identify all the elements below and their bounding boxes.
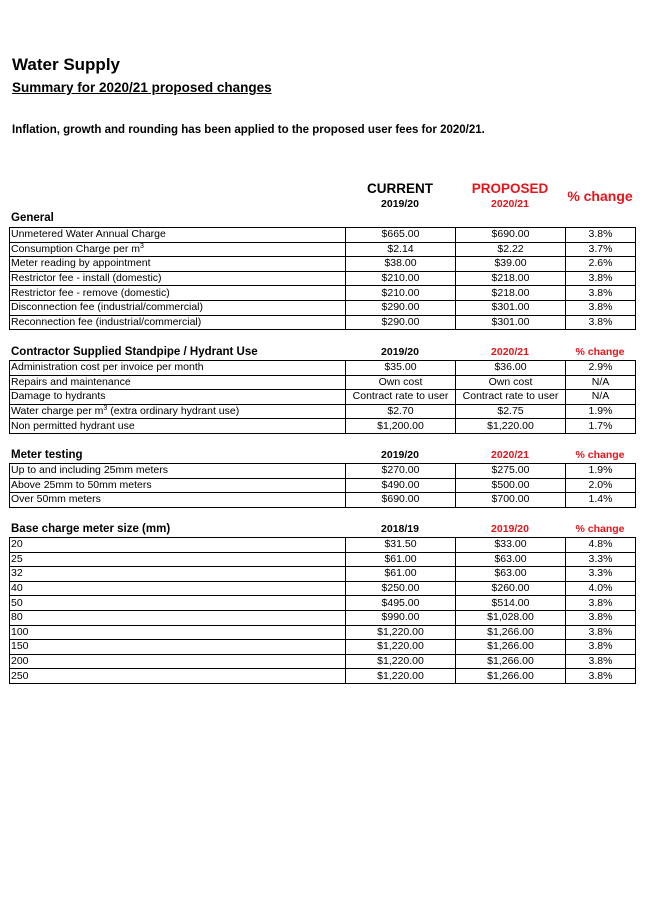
row-label-superscript: 3 xyxy=(139,242,144,250)
row-label-text: 20 xyxy=(11,538,23,551)
proposed-value: $1,220.00 xyxy=(456,419,566,434)
table-row xyxy=(10,669,636,684)
row-label-text: 32 xyxy=(11,567,23,580)
pct-change-value: 1.4% xyxy=(566,493,636,508)
pct-change-value: 4.8% xyxy=(566,538,636,553)
pct-change-value: 3.3% xyxy=(566,552,636,567)
row-label-text: Non permitted hydrant use xyxy=(11,419,135,432)
current-value: $1,220.00 xyxy=(346,640,456,655)
pct-change-value: 3.8% xyxy=(566,654,636,669)
proposed-value: $36.00 xyxy=(456,361,566,376)
proposed-header xyxy=(455,181,565,210)
pct-change-value: 4.0% xyxy=(566,581,636,596)
row-label xyxy=(10,581,346,596)
pct-change-value: 3.8% xyxy=(566,596,636,611)
meter-testing-col-current: 2019/20 xyxy=(381,449,419,461)
row-label-text: 150 xyxy=(11,640,29,653)
proposed-value: $500.00 xyxy=(456,478,566,493)
pct-change-value: 3.8% xyxy=(566,271,636,286)
table-row xyxy=(10,390,636,405)
table-row xyxy=(10,478,636,493)
base-charge-col-pct: % change xyxy=(575,523,625,535)
pct-change-value: 3.8% xyxy=(566,669,636,684)
proposed-value: $63.00 xyxy=(456,567,566,582)
table-row xyxy=(10,361,636,376)
pct-change-value: 2.6% xyxy=(566,257,636,272)
table-row xyxy=(10,625,636,640)
pct-change-value: 3.8% xyxy=(566,625,636,640)
row-label xyxy=(10,404,346,419)
pct-change-value: 1.9% xyxy=(566,404,636,419)
pct-change-value: 3.8% xyxy=(566,300,636,315)
row-label-suffix: (extra ordinary hydrant use) xyxy=(107,405,240,418)
proposed-value: $1,266.00 xyxy=(456,640,566,655)
pct-change-value: 3.8% xyxy=(566,640,636,655)
table-row xyxy=(10,493,636,508)
table-row xyxy=(10,257,636,272)
row-label-text: 250 xyxy=(11,669,29,682)
row-label xyxy=(10,300,346,315)
proposed-value: $301.00 xyxy=(456,315,566,330)
standpipe-table xyxy=(9,360,636,434)
current-value: $495.00 xyxy=(346,596,456,611)
proposed-value: $218.00 xyxy=(456,286,566,301)
section-standpipe-label: Contractor Supplied Standpipe / Hydrant Use xyxy=(11,346,258,358)
section-base-charge-label: Base charge meter size (mm) xyxy=(11,523,171,535)
table-row xyxy=(10,640,636,655)
row-label xyxy=(10,375,346,390)
row-label-text: Repairs and maintenance xyxy=(11,375,131,388)
row-label xyxy=(10,271,346,286)
table-row xyxy=(10,654,636,669)
current-value: $210.00 xyxy=(346,286,456,301)
proposed-value: Own cost xyxy=(456,375,566,390)
proposed-value: $1,266.00 xyxy=(456,669,566,684)
pct-change-value: N/A xyxy=(566,375,636,390)
current-value: $1,220.00 xyxy=(346,625,456,640)
table-row xyxy=(10,404,636,419)
table-row xyxy=(10,271,636,286)
row-label-text: Up to and including 25mm meters xyxy=(11,464,168,477)
row-label xyxy=(10,596,346,611)
proposed-value: $33.00 xyxy=(456,538,566,553)
row-label xyxy=(10,567,346,582)
row-label xyxy=(10,538,346,553)
row-label xyxy=(10,493,346,508)
row-label xyxy=(10,286,346,301)
pct-change-value: 3.8% xyxy=(566,315,636,330)
current-value: $665.00 xyxy=(346,228,456,243)
row-label xyxy=(10,654,346,669)
current-value: $250.00 xyxy=(346,581,456,596)
pct-change-value: 3.7% xyxy=(566,242,636,257)
pct-change-value: 3.8% xyxy=(566,286,636,301)
row-label xyxy=(10,464,346,479)
row-label-text: Consumption Charge per m xyxy=(11,242,140,255)
current-value: $2.70 xyxy=(346,404,456,419)
meter-testing-col-pct: % change xyxy=(575,449,625,461)
current-value: Own cost xyxy=(346,375,456,390)
table-row xyxy=(10,552,636,567)
row-label-text: Disconnection fee (industrial/commercial) xyxy=(11,301,203,314)
proposed-value: $275.00 xyxy=(456,464,566,479)
current-value: $61.00 xyxy=(346,552,456,567)
proposed-value: $63.00 xyxy=(456,552,566,567)
standpipe-col-pct: % change xyxy=(575,346,625,358)
current-value: $990.00 xyxy=(346,610,456,625)
standpipe-col-proposed: 2020/21 xyxy=(491,346,529,358)
table-row xyxy=(10,315,636,330)
current-value: $290.00 xyxy=(346,315,456,330)
meter-testing-col-proposed: 2020/21 xyxy=(491,449,529,461)
table-row xyxy=(10,464,636,479)
row-label xyxy=(10,228,346,243)
pct-change-value: 3.3% xyxy=(566,567,636,582)
row-label xyxy=(10,419,346,434)
row-label-text: 80 xyxy=(11,611,23,624)
current-value: $1,220.00 xyxy=(346,669,456,684)
proposed-value: $1,266.00 xyxy=(456,654,566,669)
row-label-text: Over 50mm meters xyxy=(11,493,101,506)
base-charge-col-proposed: 2019/20 xyxy=(491,523,529,535)
proposed-value: $514.00 xyxy=(456,596,566,611)
proposed-value: $1,266.00 xyxy=(456,625,566,640)
current-value: $690.00 xyxy=(346,493,456,508)
current-value: $490.00 xyxy=(346,478,456,493)
row-label xyxy=(10,257,346,272)
meter-testing-table xyxy=(9,463,636,508)
pct-change-value: N/A xyxy=(566,390,636,405)
row-label-text: Above 25mm to 50mm meters xyxy=(11,478,152,491)
table-row xyxy=(10,375,636,390)
proposed-value: $218.00 xyxy=(456,271,566,286)
current-value: $61.00 xyxy=(346,567,456,582)
proposed-header-year: 2020/21 xyxy=(491,198,529,210)
row-label-text: Reconnection fee (industrial/commercial) xyxy=(11,315,202,328)
row-label xyxy=(10,242,346,257)
row-label xyxy=(10,640,346,655)
section-general-label: General xyxy=(11,212,54,224)
row-label-text: Restrictor fee - install (domestic) xyxy=(11,272,162,285)
row-label xyxy=(10,315,346,330)
proposed-value: $2.22 xyxy=(456,242,566,257)
proposed-value: $700.00 xyxy=(456,493,566,508)
row-label-text: Restrictor fee - remove (domestic) xyxy=(11,286,170,299)
proposed-value: $2.75 xyxy=(456,404,566,419)
current-value: $210.00 xyxy=(346,271,456,286)
row-label-text: 40 xyxy=(11,582,23,595)
base-charge-table xyxy=(9,537,636,684)
row-label xyxy=(10,610,346,625)
current-value: $290.00 xyxy=(346,300,456,315)
current-value: $270.00 xyxy=(346,464,456,479)
standpipe-col-current: 2019/20 xyxy=(381,346,419,358)
current-header xyxy=(345,181,455,210)
pct-change-value: 3.8% xyxy=(566,610,636,625)
table-row xyxy=(10,286,636,301)
proposed-value: $39.00 xyxy=(456,257,566,272)
table-row xyxy=(10,581,636,596)
row-label-text: Water charge per m xyxy=(11,405,104,418)
current-header-year: 2019/20 xyxy=(381,198,419,210)
table-row xyxy=(10,228,636,243)
proposed-value: Contract rate to user xyxy=(456,390,566,405)
row-label xyxy=(10,390,346,405)
intro-text: Inflation, growth and rounding has been applied to the proposed user fees for 2020/21. xyxy=(12,124,485,136)
row-label xyxy=(10,625,346,640)
row-label xyxy=(10,552,346,567)
proposed-value: $1,028.00 xyxy=(456,610,566,625)
pct-change-value: 1.7% xyxy=(566,419,636,434)
current-value: $35.00 xyxy=(346,361,456,376)
row-label-superscript: 3 xyxy=(103,405,108,413)
pct-change-value: 3.8% xyxy=(566,228,636,243)
row-label-text: Meter reading by appointment xyxy=(11,257,151,270)
row-label xyxy=(10,361,346,376)
row-label-text: Damage to hydrants xyxy=(11,390,106,403)
page-title: Water Supply xyxy=(12,55,120,74)
proposed-value: $301.00 xyxy=(456,300,566,315)
base-charge-col-current: 2018/19 xyxy=(381,523,419,535)
current-header-label: CURRENT xyxy=(367,181,433,196)
table-row xyxy=(10,242,636,257)
row-label-text: 200 xyxy=(11,655,29,668)
row-label xyxy=(10,669,346,684)
current-value: $1,220.00 xyxy=(346,654,456,669)
pct-change-value: 2.9% xyxy=(566,361,636,376)
table-row xyxy=(10,567,636,582)
table-row xyxy=(10,300,636,315)
table-row xyxy=(10,610,636,625)
current-value: Contract rate to user xyxy=(346,390,456,405)
general-table xyxy=(9,227,636,330)
current-value: $2.14 xyxy=(346,242,456,257)
section-meter-testing-label: Meter testing xyxy=(11,449,83,461)
pct-change-value: 1.9% xyxy=(566,464,636,479)
current-value: $38.00 xyxy=(346,257,456,272)
table-row xyxy=(10,596,636,611)
pct-change-header: % change xyxy=(567,188,633,204)
table-row xyxy=(10,538,636,553)
current-value: $31.50 xyxy=(346,538,456,553)
proposed-value: $690.00 xyxy=(456,228,566,243)
pct-change-value: 2.0% xyxy=(566,478,636,493)
table-row xyxy=(10,419,636,434)
row-label-text: Administration cost per invoice per month xyxy=(11,361,204,374)
proposed-header-label: PROPOSED xyxy=(471,181,549,196)
row-label-text: Unmetered Water Annual Charge xyxy=(11,228,166,241)
row-label-text: 100 xyxy=(11,625,29,638)
page-subtitle: Summary for 2020/21 proposed changes xyxy=(12,80,272,95)
row-label-text: 25 xyxy=(11,552,23,565)
proposed-value: $260.00 xyxy=(456,581,566,596)
current-value: $1,200.00 xyxy=(346,419,456,434)
row-label xyxy=(10,478,346,493)
row-label-text: 50 xyxy=(11,596,23,609)
